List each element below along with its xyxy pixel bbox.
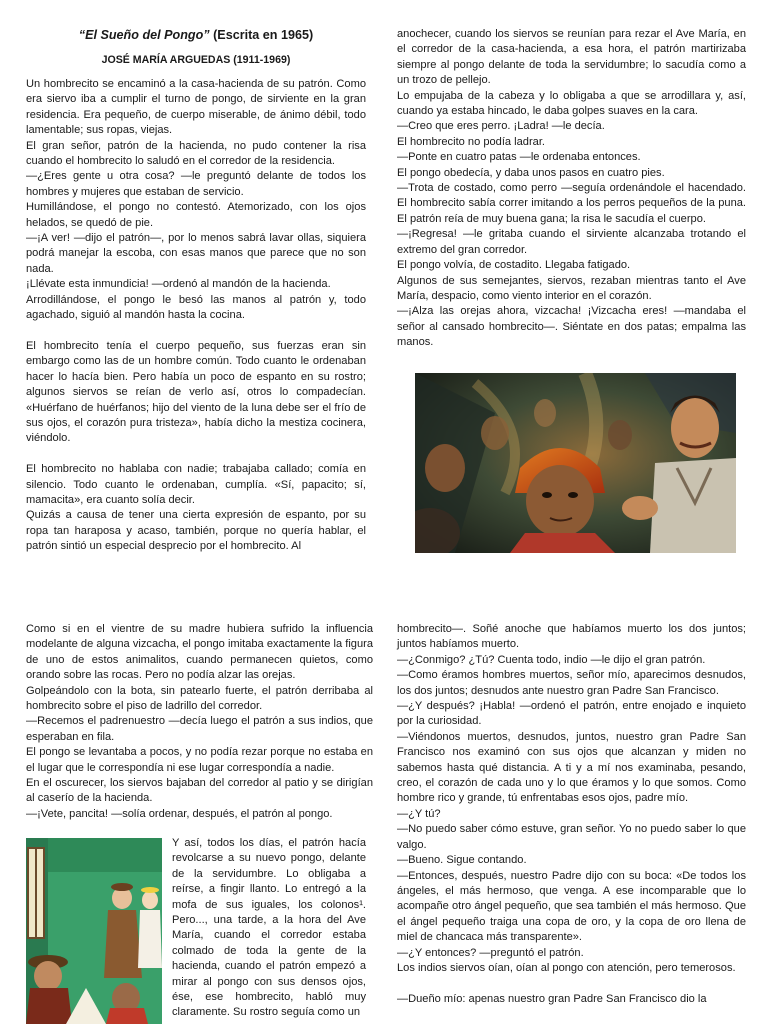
paragraph: El gran señor, patrón de la hacienda, no pudo contener la risa cuando el hombrecito lo saludó en el corredor de la residencia.: [26, 139, 366, 168]
paragraph: —Dueño mío: apenas nuestro gran Padre San Francisco dio la: [397, 992, 707, 1005]
paragraph: —No puedo saber cómo estuve, gran señor. Yo no puedo saber lo que valgo.: [397, 823, 746, 851]
paragraph: —Creo que eres perro. ¡Ladra! —le decía.: [397, 120, 605, 133]
paragraph: anochecer, cuando los siervos se reunían para rezar el Ave María, en el corredor de la casa-hacienda, a esa hora, el patrón martirizaba siempre al pongo delante de toda la servidumbre; lo sacudía como a un trozo de pellejo.: [397, 28, 746, 87]
paragraph: El pongo se levantaba a pocos, y no podía rezar porque no estaba en el lugar que le correspondía ni ese lugar correspondía a nadie.: [26, 746, 373, 774]
paragraph: —Como éramos hombres muertos, señor mío, aparecimos desnudos, los dos juntos; desnudos ante nuestro gran Padre San Francisco.: [397, 669, 746, 697]
story-title: [26, 27, 366, 44]
paragraph: El hombrecito no podía ladrar.: [397, 135, 546, 148]
paragraph: —¡Vete, pancita! —solía ordenar, después, el patrón al pongo.: [26, 807, 333, 820]
cartoon-image: [26, 838, 162, 1024]
paragraph: Los indios siervos oían, oían al pongo con atención, pero temerosos.: [397, 961, 736, 974]
paragraph: Golpeándolo con la bota, sin patearlo fuerte, el patrón derribaba al hombrecito sobre el piso de ladrillo del corredor.: [26, 684, 373, 713]
paragraph: —Viéndonos muertos, desnudos, juntos, nuestro gran Padre San Francisco nos examinó con sus ojos que alcanzan y miden no sabemos hasta qué distancia. A ti y a mí nos examinaba, pesando, creo, el corazón de cada uno y lo que éramos y lo que somos. Como hombre rico y grande, tú enfrentabas esos ojos, padre mío.: [397, 730, 746, 805]
paragraph: —¿Y entonces? —preguntó el patrón.: [397, 946, 584, 959]
paragraph: —¿Y tú?: [397, 807, 441, 820]
paragraph: El pongo obedecía, y daba unos pasos en cuatro pies.: [397, 166, 665, 179]
painting-illustration: [415, 373, 736, 553]
paragraph: El hombrecito tenía el cuerpo pequeño, sus fuerzas eran sin embargo como las de un hombre común. Todo cuanto le ordenaban hacer lo hacía bien. Pero había un poco de espanto en su rostro; algunos siervos se reían de verlo así, otros lo compadecían. «Huérfano de huérfanos; hijo del viento de la luna debe ser el frío de sus ojos, el corazón pura tristeza», había dicho la mestiza cocinera, viéndolo.: [26, 339, 366, 445]
paragraph: —¡Regresa! —le gritaba cuando el sirviente alcanzaba trotando el extremo del gran corredor.: [397, 228, 746, 256]
paragraph: —¡A ver! —dijo el patrón—, por lo menos sabrá lavar ollas, siquiera podrá manejar la escoba, con esas manos que parece que no son nada.: [26, 232, 366, 275]
column-1: [26, 27, 366, 555]
paragraph: Humillándose, el pongo no contestó. Atemorizado, con los ojos helados, se quedó de pie.: [26, 201, 366, 229]
paragraph: hombrecito—. Soñé anoche que habíamos muerto los dos juntos; juntos habíamos muerto.: [397, 623, 746, 651]
paragraph: —¡Alza las orejas ahora, vizcacha! ¡Vizcacha eres! —mandaba el señor al cansado hombrecito—. Siéntate en dos patas; empalma las manos.: [397, 305, 746, 349]
title-note: (Escrita en 1965): [209, 28, 314, 42]
paragraph: Como si en el vientre de su madre hubiera sufrido la influencia modelante de alguna vizcacha, el pongo imitaba exactamente la figura de uno de estos animalitos, cuando permanecen quietos, como orando sobre las rocas. Pero no podía alzar las orejas.: [26, 623, 373, 682]
cartoon-illustration: [26, 838, 162, 1024]
paragraph: —¿Eres gente u otra cosa? —le preguntó delante de todos los hombres y mujeres que estaban de servicio.: [26, 170, 366, 198]
paragraph: El pongo volvía, de costadito. Llegaba fatigado.: [397, 259, 631, 272]
paragraph: Algunos de sus semejantes, siervos, rezaban mientras tanto el Ave María, despacio, como viento interior en el corazón.: [397, 274, 746, 302]
paragraph: ¡Llévate esta inmundicia! —ordenó al mandón de la hacienda.: [26, 278, 331, 291]
paragraph: Un hombrecito se encaminó a la casa-hacienda de su patrón. Como era siervo iba a cumplir el turno de pongo, de sirviente en la gran residencia. Era pequeño, de cuerpo miserable, de ánimo débil, todo lamentable; sus ropas, viejas.: [26, 78, 366, 137]
paragraph: El hombrecito no hablaba con nadie; trabajaba callado; comía en silencio. Todo cuanto le ordenaban, cumplía. «Sí, papacito; sí, mamacita», era cuanto solía decir.: [26, 463, 366, 506]
author-line: JOSÉ MARÍA ARGUEDAS (1911-1969): [101, 54, 291, 66]
paragraph: —Ponte en cuatro patas —le ordenaba entonces.: [397, 151, 641, 164]
paragraph: —Trota de costado, como perro —seguía ordenándole el hacendado. El hombrecito sabía correr imitando a los perros pequeños de la puna. El patrón reía de muy buena gana; la risa le sacudía el cuerpo.: [397, 182, 746, 225]
paragraph: —Recemos el padrenuestro —decía luego el patrón a sus indios, que esperaban en fila.: [26, 715, 373, 743]
paragraph: —Bueno. Sigue contando.: [397, 854, 527, 867]
paragraph: —Entonces, después, nuestro Padre dijo con su boca: «De todos los ángeles, el más hermoso, que venga. A ese incomparable que lo acompañe otro ángel pequeño, que sea también el más hermoso. Que el ángel pequeño traiga una copa de oro, y la copa de oro llena de miel de chancaca más transparente».: [397, 869, 746, 944]
paragraph: —¿Y después? ¡Habla! —ordenó el patrón, entre enojado e inquieto por la curiosidad.: [397, 700, 746, 728]
column-3: [26, 622, 373, 822]
paragraph: Quizás a causa de tener una cierta expresión de espanto, por su ropa tan haraposa y acaso, también, porque no quería hablar, el patrón sintió un especial desprecio por el hombrecito. Al: [26, 509, 366, 553]
paragraph: Arrodillándose, el pongo le besó las manos al patrón y, todo agachado, siguió al mandón hasta la cocina.: [26, 293, 366, 322]
paragraph: Y así, todos los días, el patrón hacía revolcarse a su nuevo pongo, delante de la servidumbre. Lo obligaba a reírse, a fingir llanto. Lo entregó a la mofa de sus iguales, los colonos¹. Pero..., una tarde, a la hora del Ave María, cuando el corredor estaba colmado de toda la gente de la hacienda, cuando el patrón empezó a mirar al pongo con sus densos ojos, ése, ese hombrecito, habló muy claramente. Su rostro seguía como un: [172, 837, 366, 1019]
column-3-lower: [172, 836, 366, 1021]
paragraph: —¿Conmigo? ¿Tú? Cuenta todo, indio —le dijo el gran patrón.: [397, 653, 706, 666]
painting-image: [415, 373, 736, 553]
paragraph: Lo empujaba de la cabeza y lo obligaba a que se arrodillara y, así, cuando ya estaba hincado, le daba golpes suaves en la cara.: [397, 89, 746, 118]
column-2: [397, 27, 746, 351]
title-text: “El Sueño del Pongo”: [78, 28, 210, 42]
column-4: [397, 622, 746, 1007]
paragraph: En el oscurecer, los siervos bajaban del corredor al patio y se dirigían al caserío de la hacienda.: [26, 777, 373, 805]
